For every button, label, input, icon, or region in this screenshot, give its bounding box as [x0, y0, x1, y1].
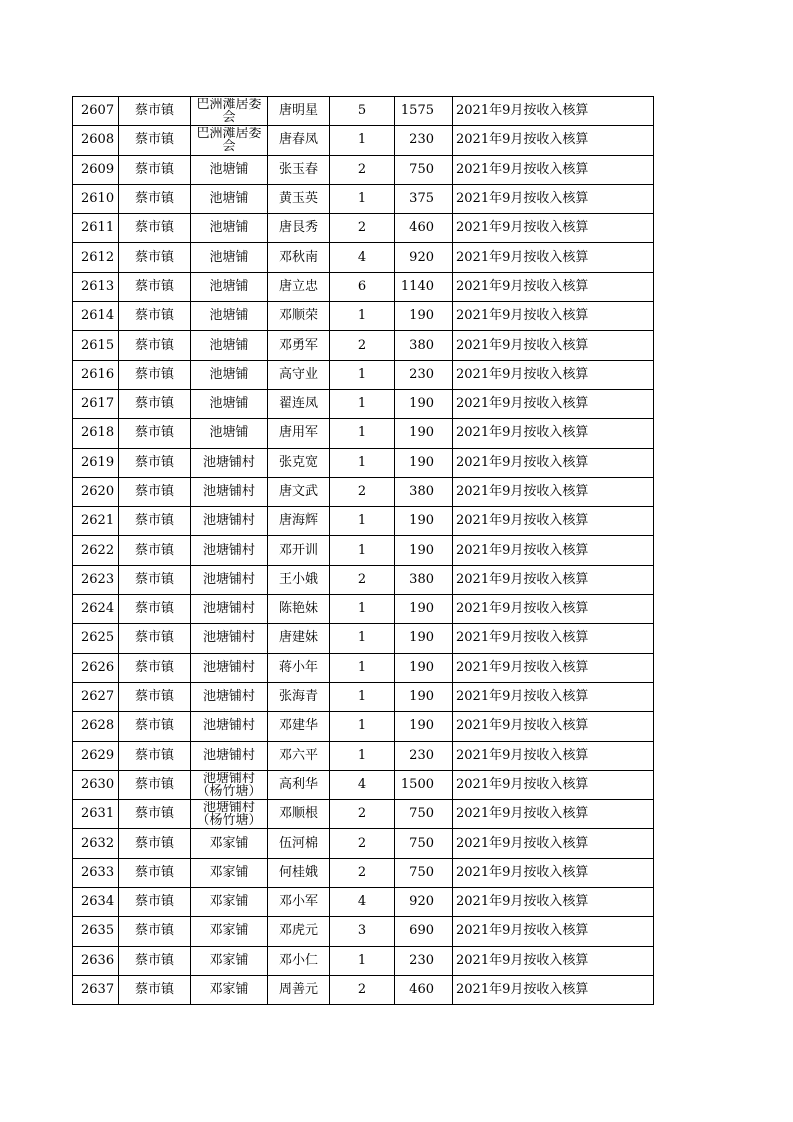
amount-cell: 230	[395, 360, 453, 389]
amount-cell: 230	[395, 741, 453, 770]
amount-cell: 380	[395, 477, 453, 506]
town-cell: 蔡市镇	[119, 302, 191, 331]
village-label: 池塘铺村（杨竹塘）	[196, 771, 262, 798]
household-count-cell: 1	[330, 712, 395, 741]
table-row	[73, 360, 654, 389]
note-cell: 2021年9月按收入核算	[453, 565, 654, 594]
town-cell: 蔡市镇	[119, 888, 191, 917]
table-body	[73, 97, 654, 1005]
household-count-cell: 4	[330, 888, 395, 917]
person-name-cell: 高守业	[268, 360, 330, 389]
record-id-cell: 2618	[73, 419, 119, 448]
person-name-cell: 何桂娥	[268, 858, 330, 887]
table-row	[73, 184, 654, 213]
person-name-cell: 邓虎元	[268, 917, 330, 946]
amount-cell: 375	[395, 184, 453, 213]
record-id-cell: 2607	[73, 97, 119, 126]
village-cell: 池塘铺	[191, 272, 268, 301]
record-id-cell: 2621	[73, 507, 119, 536]
record-id-cell: 2630	[73, 770, 119, 799]
household-count-cell: 2	[330, 858, 395, 887]
table-row	[73, 888, 654, 917]
town-cell: 蔡市镇	[119, 595, 191, 624]
note-cell: 2021年9月按收入核算	[453, 184, 654, 213]
household-count-cell: 2	[330, 829, 395, 858]
village-cell: 池塘铺村	[191, 712, 268, 741]
town-cell: 蔡市镇	[119, 682, 191, 711]
amount-cell: 230	[395, 946, 453, 975]
person-name-cell: 唐文武	[268, 477, 330, 506]
table-row	[73, 829, 654, 858]
person-name-cell: 高利华	[268, 770, 330, 799]
table-row	[73, 477, 654, 506]
village-cell: 池塘铺村	[191, 507, 268, 536]
village-cell: 池塘铺村	[191, 682, 268, 711]
note-cell: 2021年9月按收入核算	[453, 712, 654, 741]
household-count-cell: 1	[330, 682, 395, 711]
village-cell	[191, 800, 268, 829]
village-cell: 池塘铺村	[191, 595, 268, 624]
village-cell: 池塘铺	[191, 389, 268, 418]
household-count-cell: 1	[330, 653, 395, 682]
note-cell: 2021年9月按收入核算	[453, 800, 654, 829]
table-row	[73, 97, 654, 126]
note-cell: 2021年9月按收入核算	[453, 331, 654, 360]
town-cell: 蔡市镇	[119, 770, 191, 799]
town-cell: 蔡市镇	[119, 477, 191, 506]
amount-cell: 190	[395, 653, 453, 682]
table-row	[73, 126, 654, 155]
note-cell: 2021年9月按收入核算	[453, 946, 654, 975]
amount-cell: 1140	[395, 272, 453, 301]
household-count-cell: 1	[330, 595, 395, 624]
table-row	[73, 975, 654, 1004]
town-cell: 蔡市镇	[119, 360, 191, 389]
record-id-cell: 2608	[73, 126, 119, 155]
person-name-cell: 张克宽	[268, 448, 330, 477]
town-cell: 蔡市镇	[119, 829, 191, 858]
record-id-cell: 2634	[73, 888, 119, 917]
note-cell: 2021年9月按收入核算	[453, 770, 654, 799]
table-row	[73, 155, 654, 184]
household-count-cell: 2	[330, 565, 395, 594]
village-cell: 邓家铺	[191, 888, 268, 917]
record-id-cell: 2622	[73, 536, 119, 565]
amount-cell: 460	[395, 214, 453, 243]
note-cell: 2021年9月按收入核算	[453, 97, 654, 126]
town-cell: 蔡市镇	[119, 184, 191, 213]
person-name-cell: 邓建华	[268, 712, 330, 741]
table-row	[73, 741, 654, 770]
note-cell: 2021年9月按收入核算	[453, 624, 654, 653]
household-count-cell: 1	[330, 507, 395, 536]
household-count-cell: 1	[330, 302, 395, 331]
amount-cell: 750	[395, 858, 453, 887]
town-cell: 蔡市镇	[119, 565, 191, 594]
village-cell: 池塘铺村	[191, 477, 268, 506]
amount-cell: 190	[395, 419, 453, 448]
amount-cell: 690	[395, 917, 453, 946]
record-id-cell: 2633	[73, 858, 119, 887]
amount-cell: 190	[395, 507, 453, 536]
town-cell: 蔡市镇	[119, 214, 191, 243]
household-count-cell: 1	[330, 741, 395, 770]
household-count-cell: 1	[330, 946, 395, 975]
town-cell: 蔡市镇	[119, 243, 191, 272]
record-id-cell: 2636	[73, 946, 119, 975]
amount-cell: 190	[395, 448, 453, 477]
household-count-cell: 2	[330, 331, 395, 360]
village-cell: 邓家铺	[191, 975, 268, 1004]
town-cell: 蔡市镇	[119, 389, 191, 418]
person-name-cell: 唐艮秀	[268, 214, 330, 243]
record-id-cell: 2609	[73, 155, 119, 184]
amount-cell: 380	[395, 331, 453, 360]
village-cell: 池塘铺	[191, 214, 268, 243]
household-count-cell: 3	[330, 917, 395, 946]
note-cell: 2021年9月按收入核算	[453, 302, 654, 331]
note-cell: 2021年9月按收入核算	[453, 155, 654, 184]
person-name-cell: 邓六平	[268, 741, 330, 770]
town-cell: 蔡市镇	[119, 419, 191, 448]
table-row	[73, 595, 654, 624]
household-count-cell: 1	[330, 536, 395, 565]
record-id-cell: 2615	[73, 331, 119, 360]
person-name-cell: 伍河棉	[268, 829, 330, 858]
household-count-cell: 1	[330, 419, 395, 448]
household-count-cell: 4	[330, 243, 395, 272]
table-row	[73, 214, 654, 243]
household-count-cell: 2	[330, 477, 395, 506]
household-count-cell: 2	[330, 975, 395, 1004]
person-name-cell: 唐明星	[268, 97, 330, 126]
record-id-cell: 2628	[73, 712, 119, 741]
village-cell: 邓家铺	[191, 946, 268, 975]
record-id-cell: 2617	[73, 389, 119, 418]
household-count-cell: 2	[330, 800, 395, 829]
person-name-cell: 唐海辉	[268, 507, 330, 536]
household-count-cell: 1	[330, 448, 395, 477]
village-cell: 池塘铺村	[191, 565, 268, 594]
person-name-cell: 邓开训	[268, 536, 330, 565]
record-id-cell: 2610	[73, 184, 119, 213]
person-name-cell: 邓顺荣	[268, 302, 330, 331]
village-cell: 池塘铺村	[191, 624, 268, 653]
amount-cell: 190	[395, 302, 453, 331]
note-cell: 2021年9月按收入核算	[453, 595, 654, 624]
household-count-cell: 2	[330, 155, 395, 184]
note-cell: 2021年9月按收入核算	[453, 536, 654, 565]
amount-cell: 190	[395, 682, 453, 711]
amount-cell: 1575	[395, 97, 453, 126]
record-id-cell: 2624	[73, 595, 119, 624]
record-id-cell: 2626	[73, 653, 119, 682]
village-cell: 池塘铺村	[191, 536, 268, 565]
table-row	[73, 858, 654, 887]
town-cell: 蔡市镇	[119, 331, 191, 360]
table-row	[73, 272, 654, 301]
village-cell: 池塘铺	[191, 243, 268, 272]
table-row	[73, 800, 654, 829]
village-label: 巴洲滩居委会	[196, 127, 262, 154]
household-count-cell: 5	[330, 97, 395, 126]
town-cell: 蔡市镇	[119, 97, 191, 126]
person-name-cell: 邓顺根	[268, 800, 330, 829]
town-cell: 蔡市镇	[119, 155, 191, 184]
table-row	[73, 653, 654, 682]
town-cell: 蔡市镇	[119, 712, 191, 741]
household-count-cell: 1	[330, 360, 395, 389]
town-cell: 蔡市镇	[119, 624, 191, 653]
town-cell: 蔡市镇	[119, 536, 191, 565]
note-cell: 2021年9月按收入核算	[453, 917, 654, 946]
note-cell: 2021年9月按收入核算	[453, 829, 654, 858]
amount-cell: 230	[395, 126, 453, 155]
amount-cell: 750	[395, 800, 453, 829]
village-label: 巴洲滩居委会	[196, 98, 262, 125]
amount-cell: 190	[395, 389, 453, 418]
record-id-cell: 2637	[73, 975, 119, 1004]
person-name-cell: 唐春凤	[268, 126, 330, 155]
note-cell: 2021年9月按收入核算	[453, 272, 654, 301]
person-name-cell: 蒋小年	[268, 653, 330, 682]
person-name-cell: 邓小仁	[268, 946, 330, 975]
table-row	[73, 302, 654, 331]
subsidy-table	[72, 96, 654, 1005]
note-cell: 2021年9月按收入核算	[453, 507, 654, 536]
note-cell: 2021年9月按收入核算	[453, 360, 654, 389]
table-row	[73, 770, 654, 799]
person-name-cell: 翟连凤	[268, 389, 330, 418]
table-row	[73, 917, 654, 946]
village-cell: 池塘铺	[191, 360, 268, 389]
town-cell: 蔡市镇	[119, 917, 191, 946]
amount-cell: 190	[395, 624, 453, 653]
note-cell: 2021年9月按收入核算	[453, 975, 654, 1004]
person-name-cell: 邓秋南	[268, 243, 330, 272]
village-cell: 池塘铺	[191, 331, 268, 360]
town-cell: 蔡市镇	[119, 507, 191, 536]
note-cell: 2021年9月按收入核算	[453, 477, 654, 506]
town-cell: 蔡市镇	[119, 858, 191, 887]
person-name-cell: 邓勇军	[268, 331, 330, 360]
village-cell: 池塘铺村	[191, 741, 268, 770]
table-row	[73, 682, 654, 711]
record-id-cell: 2623	[73, 565, 119, 594]
town-cell: 蔡市镇	[119, 946, 191, 975]
amount-cell: 190	[395, 595, 453, 624]
note-cell: 2021年9月按收入核算	[453, 126, 654, 155]
record-id-cell: 2614	[73, 302, 119, 331]
table-row	[73, 448, 654, 477]
town-cell: 蔡市镇	[119, 448, 191, 477]
record-id-cell: 2611	[73, 214, 119, 243]
village-cell	[191, 770, 268, 799]
note-cell: 2021年9月按收入核算	[453, 682, 654, 711]
village-cell: 池塘铺	[191, 419, 268, 448]
note-cell: 2021年9月按收入核算	[453, 214, 654, 243]
table-row	[73, 536, 654, 565]
person-name-cell: 陈艳妹	[268, 595, 330, 624]
record-id-cell: 2635	[73, 917, 119, 946]
table-row	[73, 712, 654, 741]
amount-cell: 920	[395, 243, 453, 272]
person-name-cell: 周善元	[268, 975, 330, 1004]
record-id-cell: 2619	[73, 448, 119, 477]
village-cell: 池塘铺	[191, 155, 268, 184]
household-count-cell: 1	[330, 624, 395, 653]
village-cell: 邓家铺	[191, 917, 268, 946]
table-row	[73, 565, 654, 594]
note-cell: 2021年9月按收入核算	[453, 243, 654, 272]
table-row	[73, 419, 654, 448]
town-cell: 蔡市镇	[119, 800, 191, 829]
table-row	[73, 507, 654, 536]
record-id-cell: 2620	[73, 477, 119, 506]
village-cell: 池塘铺	[191, 184, 268, 213]
village-cell: 池塘铺	[191, 302, 268, 331]
record-id-cell: 2631	[73, 800, 119, 829]
amount-cell: 460	[395, 975, 453, 1004]
person-name-cell: 邓小军	[268, 888, 330, 917]
town-cell: 蔡市镇	[119, 741, 191, 770]
table-row	[73, 389, 654, 418]
town-cell: 蔡市镇	[119, 975, 191, 1004]
village-cell: 邓家铺	[191, 829, 268, 858]
note-cell: 2021年9月按收入核算	[453, 419, 654, 448]
record-id-cell: 2627	[73, 682, 119, 711]
person-name-cell: 张玉春	[268, 155, 330, 184]
note-cell: 2021年9月按收入核算	[453, 858, 654, 887]
amount-cell: 920	[395, 888, 453, 917]
household-count-cell: 4	[330, 770, 395, 799]
village-cell	[191, 126, 268, 155]
town-cell: 蔡市镇	[119, 653, 191, 682]
amount-cell: 190	[395, 536, 453, 565]
record-id-cell: 2616	[73, 360, 119, 389]
village-label: 池塘铺村（杨竹塘）	[196, 801, 262, 828]
amount-cell: 1500	[395, 770, 453, 799]
table-row	[73, 624, 654, 653]
note-cell: 2021年9月按收入核算	[453, 888, 654, 917]
amount-cell: 750	[395, 155, 453, 184]
amount-cell: 190	[395, 712, 453, 741]
person-name-cell: 唐建妹	[268, 624, 330, 653]
record-id-cell: 2612	[73, 243, 119, 272]
person-name-cell: 张海青	[268, 682, 330, 711]
record-id-cell: 2625	[73, 624, 119, 653]
amount-cell: 380	[395, 565, 453, 594]
person-name-cell: 唐用军	[268, 419, 330, 448]
table-row	[73, 946, 654, 975]
note-cell: 2021年9月按收入核算	[453, 653, 654, 682]
record-id-cell: 2632	[73, 829, 119, 858]
household-count-cell: 1	[330, 184, 395, 213]
amount-cell: 750	[395, 829, 453, 858]
record-id-cell: 2629	[73, 741, 119, 770]
record-id-cell: 2613	[73, 272, 119, 301]
note-cell: 2021年9月按收入核算	[453, 389, 654, 418]
table-row	[73, 243, 654, 272]
village-cell	[191, 97, 268, 126]
town-cell: 蔡市镇	[119, 272, 191, 301]
person-name-cell: 唐立忠	[268, 272, 330, 301]
household-count-cell: 1	[330, 389, 395, 418]
village-cell: 池塘铺村	[191, 448, 268, 477]
village-cell: 邓家铺	[191, 858, 268, 887]
table-row	[73, 331, 654, 360]
household-count-cell: 6	[330, 272, 395, 301]
household-count-cell: 2	[330, 214, 395, 243]
village-cell: 池塘铺村	[191, 653, 268, 682]
person-name-cell: 王小娥	[268, 565, 330, 594]
note-cell: 2021年9月按收入核算	[453, 448, 654, 477]
town-cell: 蔡市镇	[119, 126, 191, 155]
household-count-cell: 1	[330, 126, 395, 155]
note-cell: 2021年9月按收入核算	[453, 741, 654, 770]
person-name-cell: 黄玉英	[268, 184, 330, 213]
